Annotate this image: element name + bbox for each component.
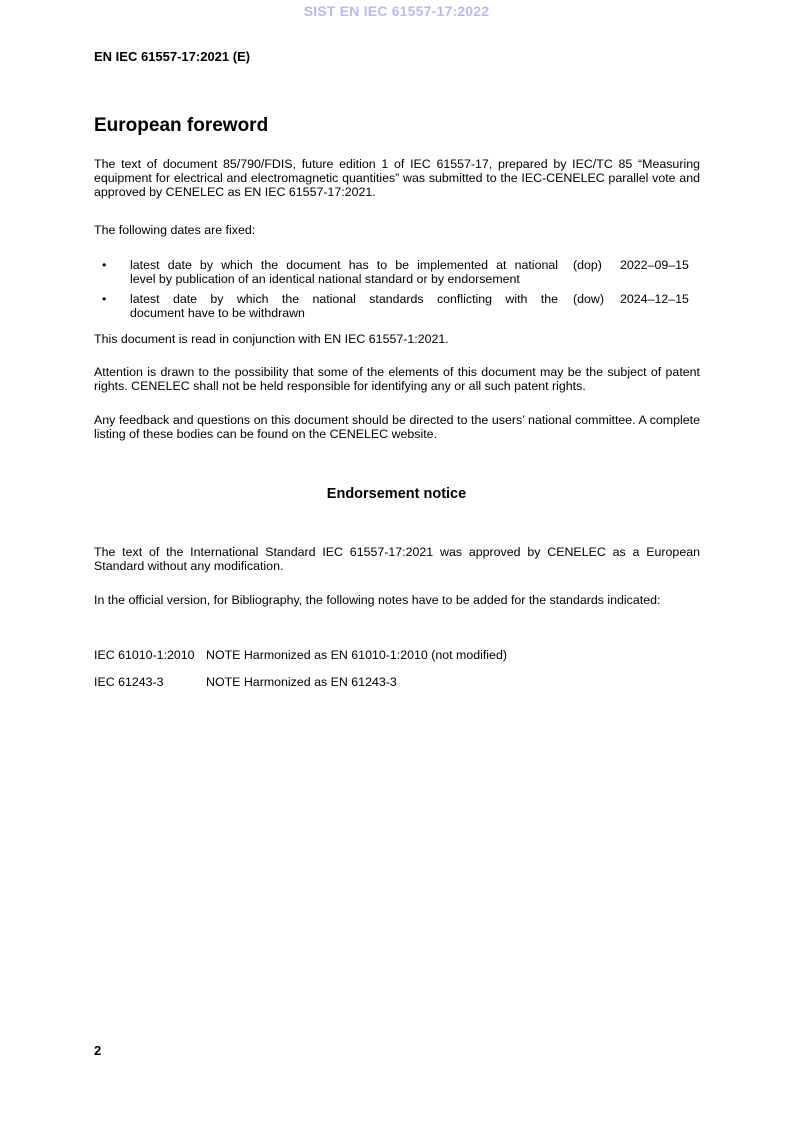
list-item <box>94 258 700 286</box>
date-item-text-continued: level by publication of an identical national standard or by endorsement <box>130 272 520 286</box>
date-item-code: (dow) <box>573 292 604 306</box>
document-identifier: EN IEC 61557-17:2021 (E) <box>94 49 251 64</box>
list-item <box>94 292 700 320</box>
conjunction-block <box>94 332 700 346</box>
reference-row <box>94 648 507 662</box>
page-number: 2 <box>94 1043 102 1058</box>
foreword-heading: European foreword <box>94 115 269 136</box>
endorsement-text-block <box>94 545 700 573</box>
endorsement-text: The text of the International Standard IEC 61557-17:2021 was approved by CENELEC as a European Standard without any modification. <box>94 545 700 573</box>
date-item-text: latest date by which the document has to be implemented at national <box>130 258 558 272</box>
date-item-code: (dop) <box>573 258 602 272</box>
patent-block <box>94 365 700 393</box>
reference-note: NOTE Harmonized as EN 61243-3 <box>206 675 397 689</box>
feedback-statement: Any feedback and questions on this document should be directed to the users’ national committee. A complete listing of these bodies can be found on the CENELEC website. <box>94 413 700 441</box>
reference-standard: IEC 61010-1:2010 <box>94 648 195 662</box>
patent-statement: Attention is drawn to the possibility that some of the elements of this document may be the subject of patent rights. CENELEC shall not be held responsible for identifying any or all such patent rights. <box>94 365 700 393</box>
foreword-intro-block <box>94 157 700 199</box>
bibliography-note: In the official version, for Bibliography, the following notes have to be added for the standards indicated: <box>94 593 661 607</box>
reference-standard: IEC 61243-3 <box>94 675 164 689</box>
date-item-date: 2022–09–15 <box>620 258 689 272</box>
reference-row <box>94 675 397 689</box>
watermark: SIST EN IEC 61557-17:2022 <box>303 3 490 19</box>
endorsement-heading: Endorsement notice <box>326 486 467 502</box>
foreword-intro: The text of document 85/790/FDIS, future edition 1 of IEC 61557-17, prepared by IEC/TC 85 “Measuring equipment for electrical and electromagnetic quantities” was submitted to the IEC-CENELEC parallel vote and approved by CENELEC as EN IEC 61557-17:2021. <box>94 157 700 199</box>
bullet-icon: • <box>102 292 107 306</box>
dates-intro-block <box>94 223 700 237</box>
bullet-icon: • <box>102 258 107 272</box>
conjunction-statement: This document is read in conjunction with EN IEC 61557-1:2021. <box>94 332 449 346</box>
dates-list <box>94 258 700 320</box>
date-item-text: latest date by which the national standards conflicting with the <box>130 292 558 306</box>
date-item-date: 2024–12–15 <box>620 292 689 306</box>
reference-note: NOTE Harmonized as EN 61010-1:2010 (not modified) <box>206 648 507 662</box>
dates-intro: The following dates are fixed: <box>94 223 256 237</box>
bibliography-note-block <box>94 593 700 607</box>
date-item-text-continued: document have to be withdrawn <box>130 306 305 320</box>
feedback-block <box>94 413 700 441</box>
